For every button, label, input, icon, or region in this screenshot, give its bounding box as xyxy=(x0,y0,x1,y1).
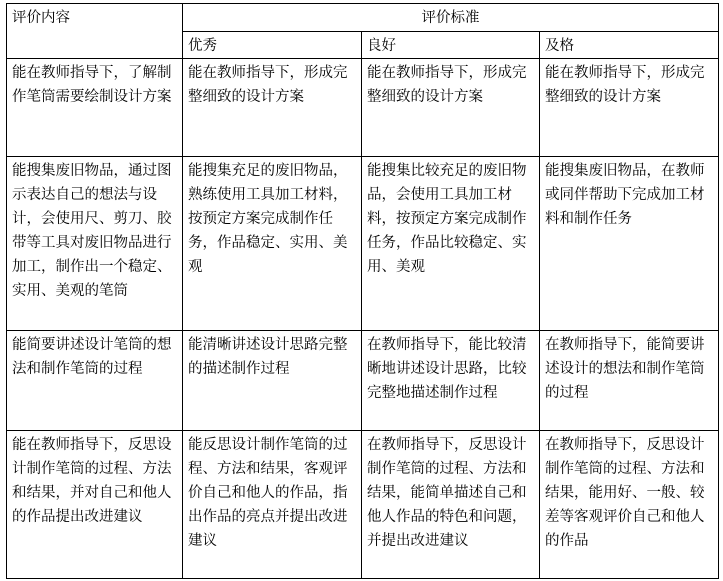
row-excellent-cell: 能清晰讲述设计思路完整的描述制作过程 xyxy=(183,331,362,431)
row-good-cell: 能在教师指导下，形成完整细致的设计方案 xyxy=(362,59,540,157)
row-good-cell: 能搜集比较充足的废旧物品，会使用工具加工材料，按预定方案完成制作任务，作品比较稳定、实用、美观 xyxy=(362,157,540,331)
row-content-cell: 能在教师指导下，了解制作笔筒需要绘制设计方案 xyxy=(7,59,183,157)
row-good-cell: 在教师指导下，能比较清晰地讲述设计思路，比较完整地描述制作过程 xyxy=(362,331,540,431)
row-pass-cell: 在教师指导下，能简要讲述设计的想法和制作笔筒的过程 xyxy=(540,331,719,431)
row-pass-cell: 能在教师指导下，形成完整细致的设计方案 xyxy=(540,59,719,157)
row-content-cell: 能搜集废旧物品，通过图示表达自己的想法与设计，会使用尺、剪刀、胶带等工具对废旧物品进行加工，制作出一个稳定、实用、美观的笔筒 xyxy=(7,157,183,331)
table-row xyxy=(7,59,719,157)
row-pass-cell: 在教师指导下，反思设计制作笔筒的过程、方法和结果，能用好、一般、较差等客观评价自己和他人的作品 xyxy=(540,431,719,579)
row-content-cell: 能在教师指导下，反思设计制作笔筒的过程、方法和结果，并对自己和他人的作品提出改进建议 xyxy=(7,431,183,579)
row-content-cell: 能简要讲述设计笔筒的想法和制作笔筒的过程 xyxy=(7,331,183,431)
row-excellent-cell: 能搜集充足的废旧物品，熟练使用工具加工材料，按预定方案完成制作任务，作品稳定、实用、美观 xyxy=(183,157,362,331)
header-row-top xyxy=(7,4,719,32)
table-row xyxy=(7,431,719,579)
header-level-excellent: 优秀 xyxy=(183,32,362,59)
header-level-pass: 及格 xyxy=(540,32,719,59)
row-good-cell: 在教师指导下，反思设计制作笔筒的过程、方法和结果，能简单描述自己和他人作品的特色和问题，并提出改进建议 xyxy=(362,431,540,579)
evaluation-rubric-table xyxy=(6,3,719,579)
table-row xyxy=(7,331,719,431)
row-excellent-cell: 能在教师指导下，形成完整细致的设计方案 xyxy=(183,59,362,157)
row-excellent-cell: 能反思设计制作笔筒的过程、方法和结果，客观评价自己和他人的作品，指出作品的亮点并提出改进建议 xyxy=(183,431,362,579)
header-level-good: 良好 xyxy=(362,32,540,59)
header-evaluation-content: 评价内容 xyxy=(7,4,183,59)
header-evaluation-standard: 评价标准 xyxy=(183,4,719,32)
table-row xyxy=(7,157,719,331)
row-pass-cell: 能搜集废旧物品，在教师或同伴帮助下完成加工材料和制作任务 xyxy=(540,157,719,331)
